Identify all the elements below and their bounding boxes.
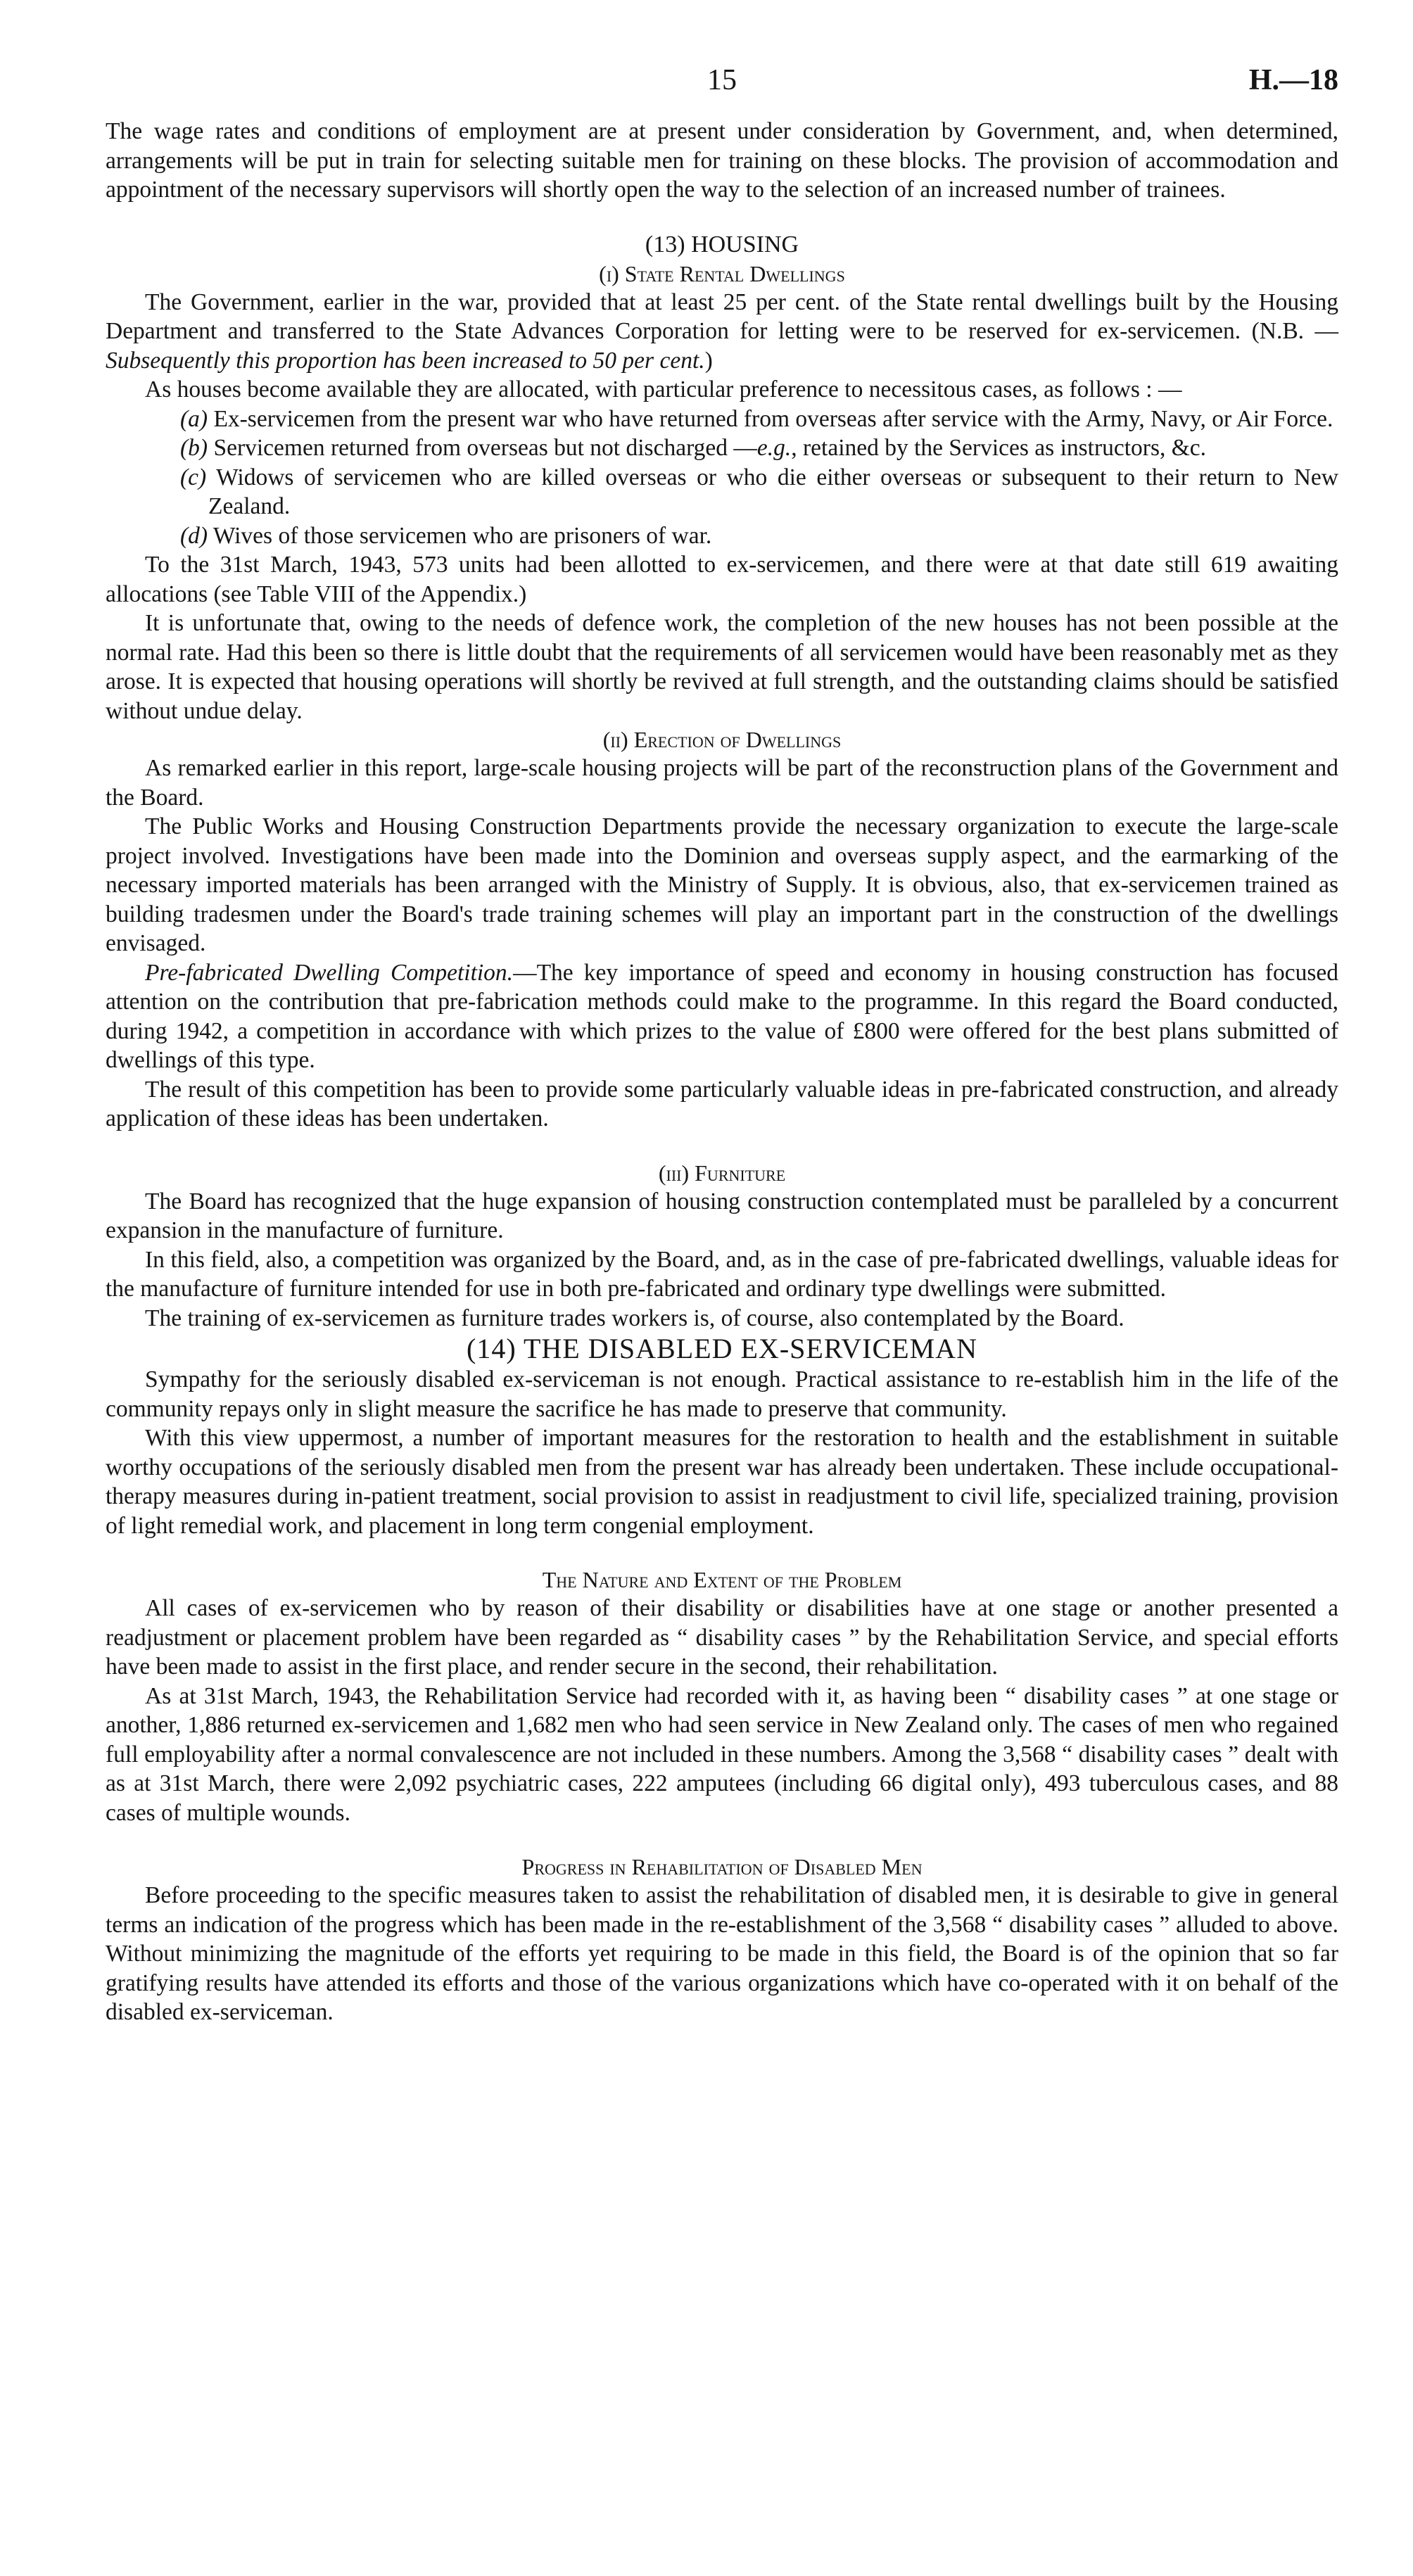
intro-paragraph: The wage rates and conditions of employment are at present under consideration by Government, and, when determined, arrangements will be put in train for selecting suitable men for training on these blocks. The provision of accommodation and appointment of the necessary supervisors will shortly open the way to the selection of an increased number of trainees. bbox=[106, 118, 1338, 203]
state-rental-paragraph-1: The Government, earlier in the war, provided that at least 25 per cent. of the State rental dwellings built by the Housing Department and transferred to the State Advances Corporation for letting were to be reserved for ex-servicemen. (N.B. —Subsequently this proportion has been increased to 50 per cent.) bbox=[106, 288, 1338, 374]
housing-heading: (13) HOUSING bbox=[645, 231, 799, 258]
list-item: (a) Ex-servicemen from the present war who have returned from overseas after service with the Army, Navy, or Air Force. bbox=[180, 405, 1333, 432]
progress-paragraph-1: Before proceeding to the specific measures taken to assist the rehabilitation of disabled men, it is desirable to give in general terms an indication of the progress which has been made in the re-establishment of the 3,568 “ disability cases ” alluded to above. Without minimizing the magnitude of the efforts yet requiring to be made in this field, the Board is of the opinion that so far gratifying results have attended its efforts and those of the various organizations which have co-operated with it on behalf of the disabled ex-serviceman. bbox=[106, 1882, 1338, 2025]
state-rental-paragraph-2: As houses become available they are allocated, with particular preference to necessitous cases, as follows : — bbox=[145, 376, 1182, 402]
list-item: (b) Servicemen returned from overseas but not discharged —e.g., retained by the Services as instructors, &c. bbox=[180, 435, 1207, 461]
furniture-paragraph-1: The Board has recognized that the huge expansion of housing construction contemplated must be paralleled by a concurrent expansion in the manufacture of furniture. bbox=[106, 1188, 1338, 1243]
nature-paragraph-1: All cases of ex-servicemen who by reason of their disability or disabilities have at one stage or another presented a readjustment or placement problem have been regarded as “ disability cases ” by the Rehabilitation Service, and special efforts have been made to assist in the first place, and render secure in the second, their rehabilitation. bbox=[106, 1595, 1338, 1680]
state-rental-paragraph-3: To the 31st March, 1943, 573 units had been allotted to ex-servicemen, and there were at that date still 619 awaiting allocations (see Table VIII of the Appendix.) bbox=[106, 552, 1338, 607]
disabled-heading: (14) THE DISABLED EX-SERVICEMAN bbox=[467, 1333, 977, 1364]
furniture-heading: (iii) Furniture bbox=[658, 1160, 786, 1186]
erection-heading: (ii) Erection of Dwellings bbox=[602, 727, 842, 752]
erection-paragraph-1: As remarked earlier in this report, large-scale housing projects will be part of the reconstruction plans of the Government and the Board. bbox=[106, 755, 1338, 811]
erection-paragraph-2: The Public Works and Housing Construction Departments provide the necessary organization to execute the large-scale project involved. Investigations have been made into the Dominion and overseas supply aspect, and the earmarking of the necessary imported materials has been arranged with the Ministry of Supply. It is obvious, also, that ex-servicemen trained as building tradesmen under the Board's trade training schemes will play an important part in the construction of the dwellings envisaged. bbox=[106, 813, 1338, 956]
furniture-paragraph-3: The training of ex-servicemen as furniture trades workers is, of course, also contemplated by the Board. bbox=[145, 1305, 1124, 1331]
erection-paragraph-4: The result of this competition has been to provide some particularly valuable ideas in pre-fabricated construction, and already application of these ideas has been undertaken. bbox=[106, 1076, 1338, 1131]
nature-heading: The Nature and Extent of the Problem bbox=[542, 1567, 902, 1592]
page-number: 15 bbox=[707, 64, 737, 96]
list-item: (c) Widows of servicemen who are killed overseas or who die either overseas or subsequent to their return to New Zealand. bbox=[180, 464, 1338, 519]
disabled-paragraph-1: Sympathy for the seriously disabled ex-serviceman is not enough. Practical assistance to re-establish him in the life of the community repays only in slight measure the sacrifice he has made to preserve that community. bbox=[106, 1366, 1338, 1422]
furniture-paragraph-2: In this field, also, a competition was organized by the Board, and, as in the case of pre-fabricated dwellings, valuable ideas for the manufacture of furniture intended for use in both pre-fabricated and ordinary type dwellings were submitted. bbox=[106, 1246, 1338, 1302]
document-reference: H.—18 bbox=[1248, 64, 1338, 96]
erection-paragraph-3: Pre-fabricated Dwelling Competition.—The key importance of speed and economy in housing construction has focused attention on the contribution that pre-fabrication methods could make to the programme. In this regard the Board conducted, during 1942, a competition in accordance with which prizes to the value of £800 were offered for the best plans submitted of dwellings of this type. bbox=[106, 959, 1338, 1073]
page-header bbox=[106, 63, 1338, 106]
nature-paragraph-2: As at 31st March, 1943, the Rehabilitation Service had recorded with it, as having been “ disability cases ” at one stage or another, 1,886 returned ex-servicemen and 1,682 men who had seen service in New Zealand only. The cases of men who regained full employability after a normal convalescence are not included in these numbers. Among the 3,568 “ disability cases ” dealt with as at 31st March, there were 2,092 psychiatric cases, 222 amputees (including 66 digital only), 493 tuberculous cases, and 88 cases of multiple wounds. bbox=[106, 1682, 1338, 1826]
document-page bbox=[106, 63, 1338, 2027]
state-rental-paragraph-4: It is unfortunate that, owing to the needs of defence work, the completion of the new houses has not been possible at the normal rate. Had this been so there is little doubt that the requirements of all servicemen would have been reasonably met as they arose. It is expected that housing operations will shortly be revived at full strength, and the outstanding claims should be satisfied without undue delay. bbox=[106, 610, 1338, 724]
progress-heading: Progress in Rehabilitation of Disabled Men bbox=[521, 1854, 923, 1879]
disabled-paragraph-2: With this view uppermost, a number of important measures for the restoration to health and the establishment in suitable worthy occupations of the seriously disabled men from the present war has already been undertaken. These include occupational-therapy measures during in-patient treatment, social provision to assist in readjustment to civil life, specialized training, provision of light remedial work, and placement in long term congenial employment. bbox=[106, 1425, 1338, 1539]
list-item: (d) Wives of those servicemen who are prisoners of war. bbox=[180, 522, 712, 549]
state-rental-heading: (i) State Rental Dwellings bbox=[599, 260, 845, 286]
